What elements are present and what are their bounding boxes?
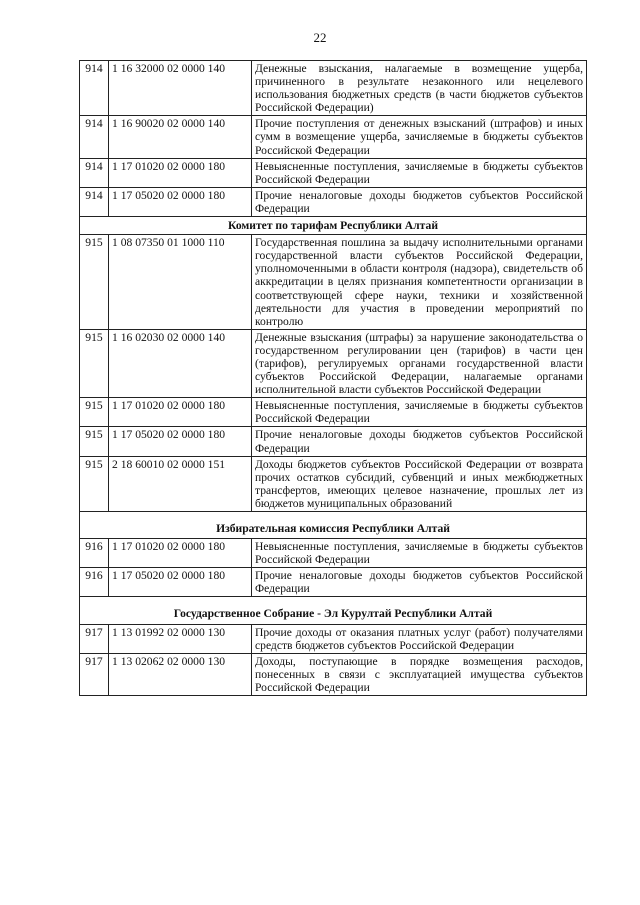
admin-code-cell: 916 <box>80 568 109 597</box>
section-title: Комитет по тарифам Республики Алтай <box>80 217 587 235</box>
table-row <box>80 568 587 597</box>
admin-code-cell: 915 <box>80 329 109 397</box>
budget-code-cell: 1 17 01020 02 0000 180 <box>109 398 252 427</box>
table-row <box>80 456 587 511</box>
admin-code-cell: 915 <box>80 427 109 456</box>
budget-code-cell: 2 18 60010 02 0000 151 <box>109 456 252 511</box>
description-cell: Государственная пошлина за выдачу исполнительными органами государственной власти субъектов Российской Федерации, уполномоченными в области контроля (надзора), свидетельств об аккредитации в целях признания компетентности организации в соответствующей сфере науки, техники и хозяйственной деятельности для участия в проведении мероприятий по контролю <box>252 235 587 330</box>
revenue-classification-table <box>79 60 587 696</box>
admin-code-cell: 915 <box>80 235 109 330</box>
budget-code-cell: 1 13 02062 02 0000 130 <box>109 653 252 695</box>
description-cell: Невыясненные поступления, зачисляемые в бюджеты субъектов Российской Федерации <box>252 158 587 187</box>
table-row <box>80 539 587 568</box>
section-header-row <box>80 512 587 539</box>
admin-code-cell: 917 <box>80 624 109 653</box>
table-row <box>80 653 587 695</box>
description-cell: Прочие неналоговые доходы бюджетов субъектов Российской Федерации <box>252 187 587 216</box>
section-title: Избирательная комиссия Республики Алтай <box>80 512 587 539</box>
budget-code-cell: 1 17 01020 02 0000 180 <box>109 539 252 568</box>
admin-code-cell: 915 <box>80 398 109 427</box>
table-row <box>80 158 587 187</box>
description-cell: Прочие неналоговые доходы бюджетов субъектов Российской Федерации <box>252 427 587 456</box>
description-cell: Невыясненные поступления, зачисляемые в бюджеты субъектов Российской Федерации <box>252 398 587 427</box>
table-row <box>80 116 587 158</box>
description-cell: Прочие доходы от оказания платных услуг (работ) получателями средств бюджетов субъектов Российской Федерации <box>252 624 587 653</box>
table-row <box>80 235 587 330</box>
admin-code-cell: 914 <box>80 187 109 216</box>
admin-code-cell: 915 <box>80 456 109 511</box>
admin-code-cell: 916 <box>80 539 109 568</box>
admin-code-cell: 917 <box>80 653 109 695</box>
section-header-row <box>80 597 587 624</box>
admin-code-cell: 914 <box>80 61 109 116</box>
budget-code-cell: 1 17 01020 02 0000 180 <box>109 158 252 187</box>
table-row <box>80 329 587 397</box>
budget-code-cell: 1 17 05020 02 0000 180 <box>109 568 252 597</box>
description-cell: Денежные взыскания, налагаемые в возмещение ущерба, причиненного в результате незаконного или нецелевого использования бюджетных средств (в части бюджетов субъектов Российской Федерации) <box>252 61 587 116</box>
description-cell: Прочие неналоговые доходы бюджетов субъектов Российской Федерации <box>252 568 587 597</box>
description-cell: Доходы, поступающие в порядке возмещения расходов, понесенных в связи с эксплуатацией имущества субъектов Российской Федерации <box>252 653 587 695</box>
table-row <box>80 624 587 653</box>
page-number: 22 <box>313 30 327 45</box>
table-body <box>80 61 587 696</box>
section-title: Государственное Собрание - Эл Курултай Республики Алтай <box>80 597 587 624</box>
table-row <box>80 427 587 456</box>
budget-code-cell: 1 17 05020 02 0000 180 <box>109 427 252 456</box>
table-row <box>80 187 587 216</box>
budget-code-cell: 1 16 02030 02 0000 140 <box>109 329 252 397</box>
budget-code-cell: 1 13 01992 02 0000 130 <box>109 624 252 653</box>
description-cell: Денежные взыскания (штрафы) за нарушение законодательства о государственном регулировании цен (тарифов) в части цен (тарифов), регулируемых органами государственной власти субъектов Российской Федерации, налагаемые органами исполнительной власти субъектов Российской Федерации <box>252 329 587 397</box>
admin-code-cell: 914 <box>80 116 109 158</box>
description-cell: Доходы бюджетов субъектов Российской Федерации от возврата прочих остатков субсидий, субвенций и иных межбюджетных трансфертов, имеющих целевое назначение, прошлых лет из бюджетов муниципальных образований <box>252 456 587 511</box>
table-row <box>80 61 587 116</box>
description-cell: Невыясненные поступления, зачисляемые в бюджеты субъектов Российской Федерации <box>252 539 587 568</box>
admin-code-cell: 914 <box>80 158 109 187</box>
budget-code-cell: 1 16 90020 02 0000 140 <box>109 116 252 158</box>
section-header-row <box>80 217 587 235</box>
budget-code-cell: 1 16 32000 02 0000 140 <box>109 61 252 116</box>
description-cell: Прочие поступления от денежных взысканий (штрафов) и иных сумм в возмещение ущерба, зачисляемые в бюджеты субъектов Российской Федерации <box>252 116 587 158</box>
budget-code-cell: 1 17 05020 02 0000 180 <box>109 187 252 216</box>
budget-code-cell: 1 08 07350 01 1000 110 <box>109 235 252 330</box>
table-row <box>80 398 587 427</box>
